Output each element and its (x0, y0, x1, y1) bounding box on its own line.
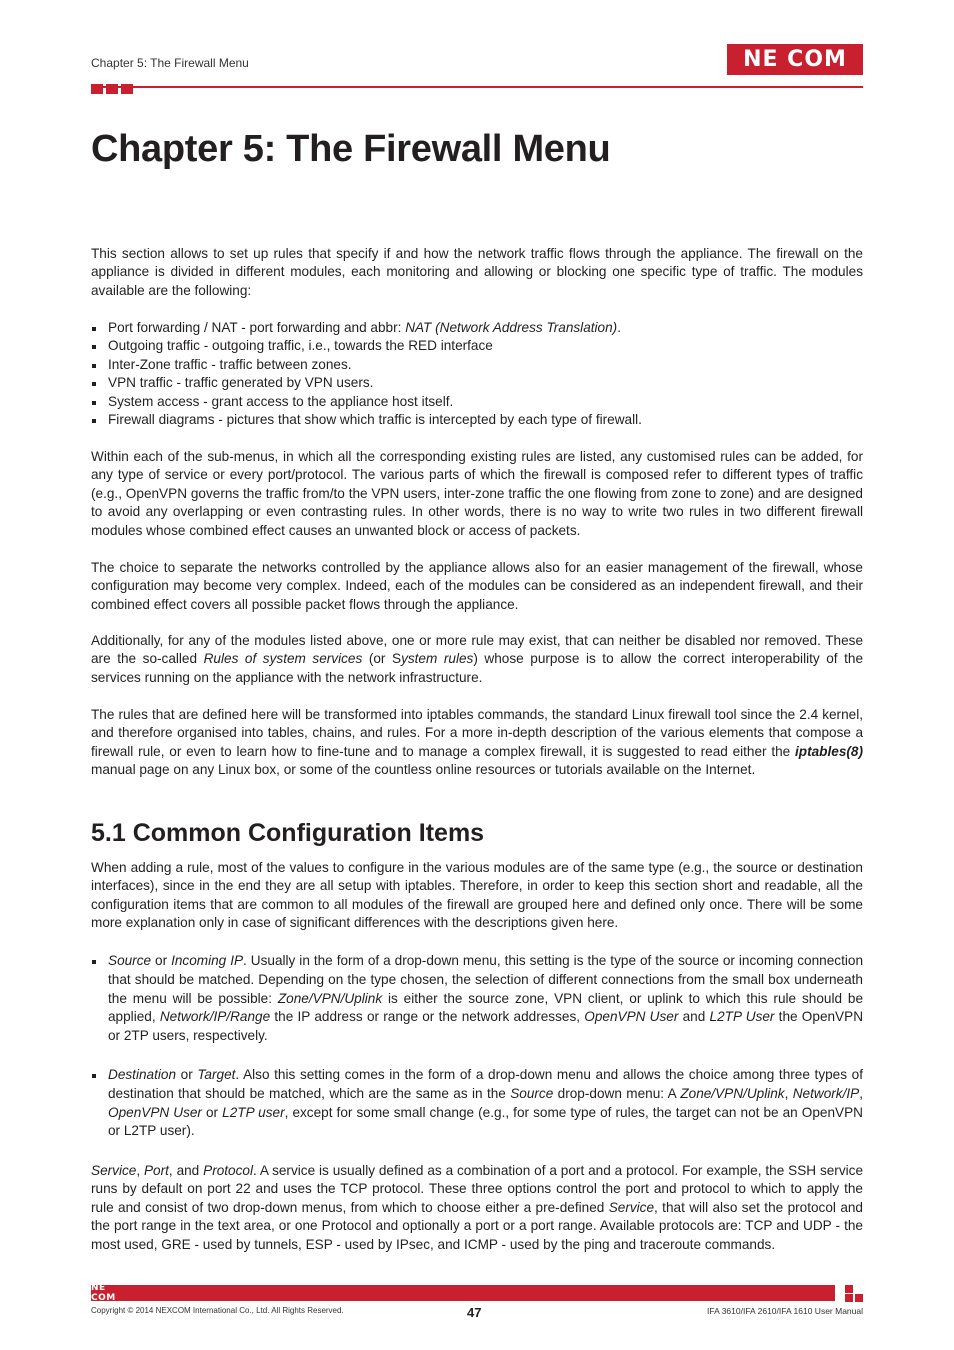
list-item: VPN traffic - traffic generated by VPN users. (91, 374, 863, 392)
section-title: 5.1 Common Configuration Items (91, 819, 485, 847)
chapter-title: Chapter 5: The Firewall Menu (91, 128, 611, 170)
page-number: 47 (467, 1305, 482, 1320)
nexcom-logo-small: NE COM (91, 1286, 131, 1300)
footer-square (845, 1294, 853, 1302)
intro-paragraph: This section allows to set up rules that specify if and how the network traffic flows through the appliance. The firewall on the appliance is divided in different modules, each monitoring and allowing or blocking one specific type of traffic. The modules available are the following: (91, 246, 863, 298)
common-paragraph: When adding a rule, most of the values to configure in the various modules are of the same type (e.g., the source or destination interfaces), since in the end they are all setup with iptables. Therefore, in order to keep this section short and readable, all the configuration items that are common to all modules of the firewall are grouped here and defined only once. There will be some more explanation only in case of significant differences with the descriptions given here. (91, 860, 863, 931)
copyright: Copyright © 2014 NEXCOM International Co., Ltd. All Rights Reserved. (91, 1306, 344, 1315)
list-item: System access - grant access to the appliance host itself. (91, 393, 863, 411)
manual-title: IFA 3610/IFA 2610/IFA 1610 User Manual (707, 1306, 863, 1316)
footer-square (845, 1285, 853, 1293)
footer-rule (91, 1285, 835, 1301)
header-rule (91, 86, 863, 88)
footer-square (855, 1294, 863, 1302)
code-term: ping (583, 1236, 610, 1252)
system-rules-paragraph: Additionally, for any of the modules listed above, one or more rule may exist, that can neither be disabled nor removed. These are the so-called Rules of system services (or System rules) whose purpose is to allow the correct interoperability of the services running on the appliance with the network infrastructure. (91, 633, 864, 685)
module-list (91, 319, 863, 429)
choice-paragraph: The choice to separate the networks controlled by the appliance allows also for an easier management of the firewall, whose configuration may become very complex. Indeed, each of the modules can be considered as an independent firewall, and their combined effect covers all possible packet flows through the appliance. (91, 560, 863, 612)
list-item: Firewall diagrams - pictures that show which traffic is intercepted by each type of firewall. (91, 411, 863, 429)
source-item: Source or Incoming IP. Usually in the form of a drop-down menu, this setting is the type of the source or incoming connection that should be matched. Depending on the type chosen, the selection of different connections from the small box underneath the menu will be possible: Zone/VPN/Uplink is either the source zone, VPN client, or uplink to which this rule should be applied, Network/IP/Range the IP address or range or the network addresses, OpenVPN User and L2TP User the OpenVPN or 2TP users, respectively. (91, 952, 863, 1046)
running-head: Chapter 5: The Firewall Menu (91, 56, 249, 70)
list-item: Outgoing traffic - outgoing traffic, i.e., towards the RED interface (91, 337, 863, 355)
submenus-paragraph: Within each of the sub-menus, in which all the corresponding existing rules are listed, any customised rules can be added, for any type of service or every port/protocol. The various parts of which the firewall is composed refer to different types of traffic (e.g., OpenVPN governs the traffic from/to the VPN users, inter-zone traffic the one flowing from zone to zone) and are designed to avoid any overlapping or even contrasting rules. In other words, there is no way to write two rules in two different firewall modules whose combined effect causes an unwanted block or access of packets. (91, 449, 863, 538)
nexcom-logo (727, 44, 863, 75)
destination-item: Destination or Target. Also this setting comes in the form of a drop-down menu and allows the choice among three types of destination that should be matched, which are the same as in the Source drop-down menu: A Zone/VPN/Uplink, Network/IP, OpenVPN User or L2TP user, except for some small change (e.g., for some type of rules, the target can not be an OpenVPN or L2TP user). (91, 1066, 863, 1141)
logo-text: NE COM (743, 47, 847, 72)
code-term: iptables (426, 707, 474, 722)
list-item: Port forwarding / NAT - port forwarding and abbr: NAT (Network Address Translation). (91, 319, 863, 337)
code-term: iptables (404, 878, 452, 894)
iptables-paragraph: The rules that are defined here will be transformed into iptables commands, the standard Linux firewall tool since the 2.4 kernel, and therefore organised into tables, chains, and rules. For a more in-depth description of the various elements that compose a firewall rule, or even to learn how to fine-tune and to manage a complex firewall, it is suggested to read either the iptables(8) manual page on any Linux box, or some of the countless online resources or tutorials available on the Internet. (91, 707, 863, 778)
list-item: Inter-Zone traffic - traffic between zones. (91, 356, 863, 374)
service-paragraph: Service, Port, and Protocol. A service is usually defined as a combination of a port and a protocol. For example, the SSH service runs by default on port 22 and uses the TCP protocol. These three options control the port and protocol to which to apply the rule and consist of two drop-down menus, from which to choose either a pre-defined Service, that will also set the protocol and the port range in the text area, or one Protocol and optionally a port or a port range. Available protocols are: TCP and UDP - the most used, GRE - used by tunnels, ESP - used by IPsec, and ICMP - used by the ping and traceroute commands. (91, 1163, 864, 1252)
code-term: traceroute (639, 1236, 702, 1252)
